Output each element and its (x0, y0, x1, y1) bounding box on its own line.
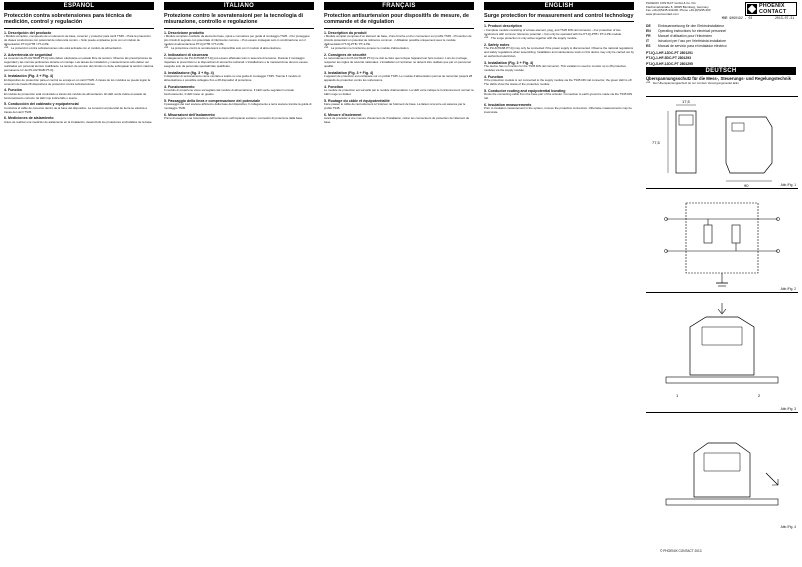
section-text: El módulo de protección está controlado a través del módulo de alimentación. El LED verde indica el estado de funcionamiento correcto. El LED rojo indica fallo o avería. (4, 91, 147, 100)
language-header: FRANÇAIS (324, 2, 474, 10)
warning-note: ⚠ La protezione contro le sovratensioni è disponibile solo con il modulo di alimentazione. (164, 47, 314, 51)
section-text: Le raccordement du PLUGTRAB PT-IQ ne doit se faire que lorsque l'appareil est hors tension. Lors du montage, respecter les règles de sécurité nationales. L'installation et l'entretien ne doivent être réalisés que par un personnel qualifié. (324, 56, 471, 68)
address-line: Flachsmarktstraße 8, 32825 Blomberg, Germany (646, 4, 709, 9)
figure-label: Abb./Fig. 2 (780, 287, 796, 291)
section-text: Il modulo di protezione viene sorvegliato dal modulo di alimentazione. Il LED verde segnala il normale funzionamento, il LED rosso un guasto. (164, 88, 294, 96)
language-code: IT (646, 39, 650, 43)
language-description: Manual de servicio para el instalador eléctrico (658, 44, 727, 48)
section-text: Le module de protection est surveillé par le module d'alimentation. La LED verte indique le fonctionnement normal, la LED rouge un défaut. (324, 88, 474, 96)
column-title: Surge protection for measurement and control technology (484, 13, 634, 19)
section-text: Prior to insulation measurement in the system, remove the protective connectors. Otherwise measurements may be inaccurate. (484, 106, 632, 114)
section-heading: 1. Product description (484, 24, 522, 29)
language-index-row (646, 44, 796, 49)
warning-note: ⚠ La protection ne fonctionne qu'avec le module d'alimentation. (324, 47, 474, 51)
language-header: ENGLISH (484, 2, 634, 10)
section-text: L'appareil de protection est encliqueté sur un profilé TS35. Le module d'alimentation permet de raccorder jusqu'à 28 appareils de protection contre les surtensions. (324, 74, 473, 82)
company-address (646, 2, 742, 17)
section-heading: 5. Conducción del cableado y equipotencial (4, 102, 79, 107)
section-heading: 6. Mesure d'isolement (324, 112, 362, 117)
dimension-width-label: 17,5 (682, 99, 690, 104)
part-number-list (646, 51, 693, 67)
dimension-height-label: 77,5 (652, 140, 660, 145)
warning-note: ⚠ The surge protection is only active together with the supply module. (484, 37, 634, 41)
section-text: Conduzca el cable de conexión dentro de la base del dispositivo. La conexión al potencial de tierra se efectúa a través del carril TS35. (4, 105, 147, 114)
figure-removal (646, 412, 798, 530)
column-title: Protezione contro le sovratensioni per la tecnologia di misurazione, controllo e regolazione (164, 13, 303, 26)
section-heading: 1. Descripción del producto (4, 30, 52, 35)
section-heading: 6. Misurazioni dell'isolamento (164, 112, 215, 117)
language-header: DEUTSCH (646, 67, 796, 75)
document-number: MNR 9060192 - 02 (721, 16, 753, 20)
section-heading: 3. Installazione (fig. 3 + fig. 4) (164, 70, 214, 75)
section-heading: 3. Installation (Fig. 3 + Fig. 4) (484, 60, 534, 65)
divider (324, 28, 474, 29)
column-fr (324, 2, 474, 125)
section-heading: 5. Passaggio della linea e compensazione del potenziale (164, 98, 261, 103)
step-number: 2 (758, 393, 761, 398)
section-heading: 3. Instalación (Fig. 3 + Fig. 4) (4, 74, 54, 79)
column-it (164, 2, 314, 121)
divider (484, 21, 634, 22)
section-heading: 4. Funzionamento (164, 84, 195, 89)
section-list (324, 31, 474, 125)
figure-label: Abb./Fig. 1 (780, 183, 796, 187)
removal-drawing (646, 413, 798, 531)
address-line: PHOENIX CONTACT GmbH & Co. KG (646, 1, 696, 5)
section-list (484, 24, 634, 114)
language-code: DE (646, 24, 651, 28)
part-number: PT-IQ-5-HF-12DC-PT 2801295 (646, 61, 693, 66)
figure-label: Abb./Fig. 3 (780, 407, 796, 411)
section-heading: 1. Descrizione prodotto (164, 30, 204, 35)
document-date: 2013-07-31 (775, 16, 795, 20)
dimension-drawing (646, 97, 798, 189)
section-heading: 4. Función (4, 88, 22, 93)
column-es (4, 2, 154, 125)
section-heading: 2. Advertencia de seguridad (4, 52, 52, 57)
section-heading: 6. Insulation measurements (484, 102, 532, 107)
part-number: PT-IQ-1-HF-5DC-PT 2801293 (646, 56, 692, 61)
section-text: Il passaggio dei cavi avviene all'interno della base del dispositivo. Il collegamento a terra avviene tramite la guida di montaggio TS35. (164, 102, 312, 110)
section-text: If the protection module is not connected to the supply module via the TS35 DIN rail connector, the green LED is off. The LEDs show the status of the protective module. (484, 78, 633, 86)
section-text: Route the connecting cable from the base part of the arrester. Connection to earth ground is made via the TS35 DIN rail. (484, 92, 633, 100)
section-text: • Módulo completo, compuesto de un elemento de base, conector y protector para carril TS35. • Para la protección de clases conductores con potencial de referencia común. • Sólo puede emplearse junto con el módulo de alimentación PT-IQ-PTB / PT-2-PE. (4, 34, 151, 46)
language-code: ES (646, 44, 651, 48)
language-index (646, 24, 796, 49)
section-heading: 1. Description du produit (324, 30, 367, 35)
header-block (646, 2, 796, 17)
section-text: • Complete module consisting of a base element, plug, and TS35 DIN rail connector. • For protection of two conductors with common reference potential. • Can only be operated with the PT-IQ-PTB / PT-2-PE module. (484, 27, 622, 36)
language-description: Einbauanweisung für den Elektroinstallateur (658, 24, 725, 28)
warning-note: ⚠ La protección contra sobretensiones sólo está activada con el módulo de alimentación. (4, 47, 154, 51)
section-heading: 6. Mediciones de aislamiento (4, 116, 54, 121)
section-text: El dispositivo de protección para el control se encaja en un carril TS35. A través de los módulos se puede lograr la conexión de hasta 28 dispositivos de protección contra sobretensiones. (4, 77, 151, 86)
address-line: www.phoenixcontact.com (646, 12, 679, 17)
figure-circuit (646, 188, 798, 292)
figure-label: Abb./Fig. 4 (780, 525, 796, 529)
section-heading: 2. Consignes de sécurité (324, 52, 367, 57)
section-heading: 4. Function (484, 74, 504, 79)
figure-panel (646, 96, 798, 530)
circuit-diagram (646, 189, 798, 293)
language-code: FR (646, 34, 651, 38)
section-text: Il collegamento dei PLUGTRAB PT-IQ può essere effettuato solo in assenza di tensione. Durante il montaggio rispettare le prescrizioni e le disposizioni di sicurezza nazionali. L'installazione e la manutenzione devono essere eseguite solo da personale specializzato qualificato. (164, 56, 308, 68)
section-heading: 2. Indicazioni di sicurezza (164, 52, 208, 57)
section-text: Antes de realizar una medición de aislamiento en la instalación, desenchufe los protectores enchufables de la base. (4, 119, 153, 124)
language-code: EN (646, 29, 651, 33)
language-description: Istruzioni per l'uso per l'elettricista installatore (658, 39, 727, 43)
copyright-footer: © PHOENIX CONTACT 2013 (660, 549, 702, 553)
figure-dimensions (646, 96, 798, 188)
brand-wordmark: PHOENIX CONTACT (759, 3, 787, 15)
section-list (4, 31, 154, 125)
section-text: Prima di eseguire una misurazione dell'isolamento nell'impianto estrarre i connettori di protezione dalla base. (164, 116, 303, 121)
section-text: The device has no function for the TS35 DIN rail connector. This variation is used to monitor up to 28 protective modules via the supply module. (484, 64, 626, 72)
part-number: PT-IQ-1-HF-12DC-PT 2801291 (646, 51, 693, 55)
section-heading: 2. Safety notes (484, 42, 510, 47)
mounting-drawing (646, 293, 798, 413)
warning-note: ⚠ Der Überspannungsschutz ist nur mit dem Versorgungsmodul aktiv. (646, 82, 796, 86)
language-description: Manuel d'utilisation pour l'électricien (658, 34, 713, 38)
divider (4, 28, 154, 29)
language-header: ITALIANO (164, 2, 314, 10)
divider (164, 28, 314, 29)
column-title: Überspannungsschutz für die Mess-, Steuerungs- und Regelungstechnik (646, 76, 791, 81)
section-text: • Module complet composé d'un élément de base, d'une broche et d'un connecteur sur profilé TS35. • Protection de circuits présentant un potentiel de référence commun. • Utilisation possible uniquement avec le module d'alimentation PT-IQ-PTB / PT-2-PE. (324, 34, 472, 46)
section-text: La conexión de PLUGTRAB PT-IQ sólo deben efectuarse en estado libre de tensión. Observe las prescripciones de seguridad y las normas pertinentes durante el montaje. Las tareas de instalación y mantenimiento sólo deben ser realizadas por personal técnico cualificado. La tensión de servicio del circuito no debe sobrepasar la tensión máxima permanente Uc del PLUGTRAB PT-IQ. (4, 56, 154, 72)
section-list (164, 31, 314, 121)
section-heading: 5. Routage du câble et équipotentialité (324, 98, 390, 103)
language-description: Operating instructions for electrical personnel (658, 29, 727, 33)
column-title: Protección contra sobretensiones para técnica de medición, control y regulación (4, 13, 132, 26)
figure-mounting (646, 292, 798, 412)
section-text: Il dispositivo di sezionamento viene montato a scatto su una guida di montaggio TS35. Tramite il modulo di alimentazione è possibile collegare fino a 28 dispositivi di protezione. (164, 74, 301, 82)
language-header: ESPAÑOL (4, 2, 154, 10)
section-text: Avant de procéder à une mesure d'isolement de l'installation, retirer les connecteurs de protection de l'élément de base. (324, 116, 470, 124)
column-title: Protection antisurtension pour dispositifs de mesure, de commande et de régulation (324, 13, 469, 26)
step-number: 1 (676, 393, 679, 398)
column-de-visible (646, 67, 796, 95)
section-text: The PLUGTRAB PT-IQ may only be connected if the power supply is disconnected. Observe the national regulations and safety regulations when assembling. Installation and maintenance work on this device may only be carried out by an authorized electrician. (484, 46, 634, 58)
section-heading: 4. Fonction (324, 84, 344, 89)
dimension-depth-label: 90 (744, 183, 749, 188)
section-heading: 3. Installation (Fig. 3 + Fig. 4) (324, 70, 374, 75)
section-text: • Modulo completo costituito da elemento base, spina e connettore per guida di montaggio TS35. • Per proteggere più circuiti di segnale con potenziale di riferimento comune. • Può essere impiegato solo in combinazione con il modulo di alimentazione PT-IQ-PTB / PT-2-PE. (164, 34, 310, 46)
address-line: Fax +49-(0)5235-341200, Phone +49-(0)5235-300 (646, 8, 711, 13)
column-en (484, 2, 634, 115)
section-heading: 5. Conductor routing and equipotential bonding (484, 88, 566, 93)
section-text: Faire passer le câble de raccordement à l'intérieur de l'élément de base. La liaison à la terre est assurée par le profilé TS35. (324, 102, 466, 110)
